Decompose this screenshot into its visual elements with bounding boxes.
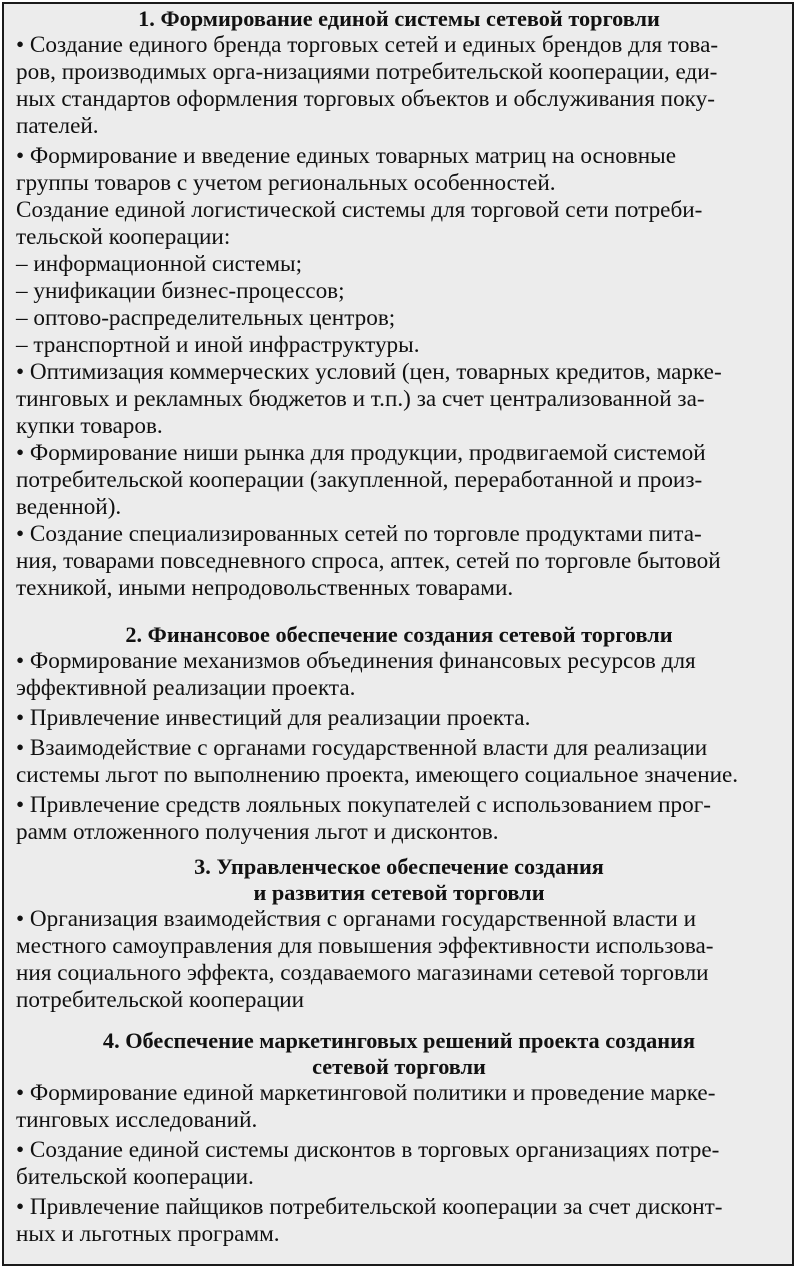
text-line: • Оптимизация коммерческих условий (цен, товарных кредитов, марке- <box>16 359 722 385</box>
text-line: Создание единой логистической системы для торговой сети потреби- <box>16 197 703 223</box>
text-line: – унификации бизнес-процессов; <box>16 278 345 304</box>
text-line: пателей. <box>16 113 99 139</box>
text-line: группы товаров с учетом региональных особенностей. <box>16 170 556 196</box>
text-line: • Создание специализированных сетей по торговле продуктами пита- <box>16 521 702 547</box>
paragraph <box>16 197 782 359</box>
paragraph <box>16 735 782 789</box>
section-title-line: и развития сетевой торговли <box>253 880 545 905</box>
text-line: системы льгот по выполнению проекта, имеющего социальное значение. <box>16 762 739 788</box>
text-line: ных стандартов оформления торговых объектов и обслуживания поку- <box>16 86 715 112</box>
text-line: тельской кооперации: <box>16 224 231 250</box>
text-line: • Создание единого бренда торговых сетей и единых брендов для това- <box>16 32 719 58</box>
text-line: – оптово-распределительных центров; <box>16 305 396 331</box>
text-line: местного самоуправления для повышения эффективности использова- <box>16 933 714 959</box>
text-line: • Создание единой системы дисконтов в торговых организациях потре- <box>16 1137 720 1163</box>
text-line: • Организация взаимодействия с органами государственной власти и <box>16 906 697 932</box>
section-title <box>16 622 782 648</box>
text-line: ния, товарами повседневного спроса, аптек, сетей по торговле бытовой <box>16 548 721 574</box>
text-line: потребительской кооперации <box>16 987 305 1013</box>
section-title <box>16 6 782 32</box>
paragraph <box>16 1194 782 1248</box>
text-line: тинговых исследований. <box>16 1107 258 1133</box>
paragraph <box>16 906 782 1014</box>
text-line: – транспортной и иной инфраструктуры. <box>16 332 420 358</box>
text-line: • Формирование и введение единых товарных матриц на основные <box>16 143 677 169</box>
section-title-line: сетевой торговли <box>312 1054 486 1079</box>
paragraph <box>16 440 782 521</box>
text-line: тинговых и рекламных бюджетов и т.п.) за счет централизованной за- <box>16 386 705 412</box>
section-title <box>16 1028 782 1080</box>
text-line: • Формирование единой маркетинговой политики и проведение марке- <box>16 1080 716 1106</box>
text-line: ных и льготных программ. <box>16 1221 280 1247</box>
section-title <box>16 854 782 906</box>
text-line: – информационной системы; <box>16 251 303 277</box>
text-line: бительской кооперации. <box>16 1164 254 1190</box>
paragraph <box>16 1137 782 1191</box>
paragraph <box>16 1080 782 1134</box>
paragraph <box>16 792 782 846</box>
paragraph <box>16 143 782 197</box>
text-line: ния социального эффекта, создаваемого магазинами сетевой торговли <box>16 960 709 986</box>
text-line: веденной). <box>16 494 122 520</box>
document-table <box>2 2 794 1266</box>
section-2 <box>16 622 782 846</box>
section-title-line: 3. Управленческое обеспечение создания <box>194 854 604 879</box>
text-line: • Взаимодействие с органами государственной власти для реализации <box>16 735 708 761</box>
text-line: • Формирование ниши рынка для продукции, продвигаемой системой <box>16 440 706 466</box>
text-line: • Формирование механизмов объединения финансовых ресурсов для <box>16 648 696 674</box>
paragraph <box>16 32 782 140</box>
section-title-line: 1. Формирование единой системы сетевой торговли <box>138 6 660 31</box>
paragraph <box>16 705 782 732</box>
text-line: • Привлечение средств лояльных покупателей с использованием прог- <box>16 792 711 818</box>
section-3 <box>16 854 782 1014</box>
text-line: • Привлечение пайщиков потребительской кооперации за счет дисконт- <box>16 1194 723 1220</box>
section-4 <box>16 1028 782 1248</box>
text-line: купки товаров. <box>16 413 163 439</box>
paragraph <box>16 648 782 702</box>
text-line: ров, производимых орга-низациями потребительской кооперации, еди- <box>16 59 718 85</box>
paragraph <box>16 521 782 602</box>
text-line: • Привлечение инвестиций для реализации проекта. <box>16 705 531 731</box>
text-line: эффективной реализации проекта. <box>16 675 356 701</box>
paragraph <box>16 359 782 440</box>
section-title-line: 2. Финансовое обеспечение создания сетевой торговли <box>125 622 673 647</box>
section-title-line: 4. Обеспечение маркетинговых решений проекта создания <box>102 1028 696 1053</box>
section-1 <box>16 6 782 602</box>
text-line: рамм отложенного получения льгот и дисконтов. <box>16 819 499 845</box>
text-line: потребительской кооперации (закупленной, переработанной и произ- <box>16 467 703 493</box>
text-line: техникой, иными непродовольственных товарами. <box>16 575 514 601</box>
